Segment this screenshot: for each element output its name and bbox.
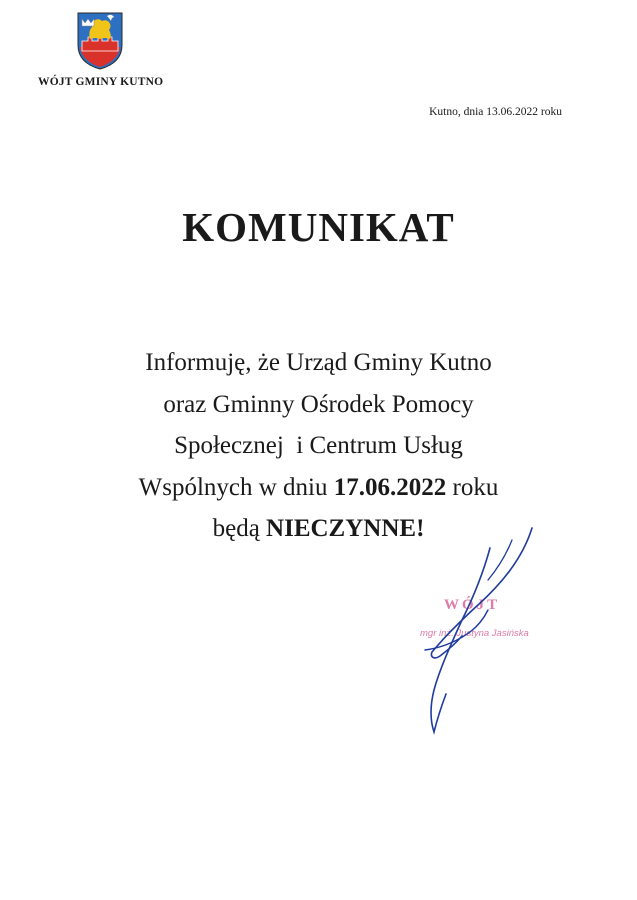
- stamp-name: mgr inż. Justyna Jasińska: [420, 628, 529, 639]
- office-header: WÓJT GMINY KUTNO: [38, 76, 164, 88]
- body-line-4: [60, 467, 577, 509]
- stamp-title: WÓJT: [444, 597, 501, 613]
- body-line-5: [60, 508, 577, 550]
- body-line-4-pre: Wspólnych w dniu: [138, 473, 334, 501]
- body-line-1: Informuję, że Urząd Gminy Kutno: [145, 349, 492, 376]
- document-title: KOMUNIKAT: [182, 204, 455, 250]
- coat-of-arms-icon: [76, 11, 124, 71]
- body-line-3: Społecznej i Centrum Usług: [174, 432, 463, 459]
- body-line-5-pre: będą: [212, 515, 267, 542]
- announcement-body: [60, 342, 577, 550]
- body-line-4-post: roku: [446, 473, 499, 501]
- place-date: Kutno, dnia 13.06.2022 roku: [429, 106, 562, 118]
- closure-date: 17.06.2022: [333, 473, 447, 501]
- closed-notice: NIECZYNNE!: [266, 515, 425, 542]
- body-line-2: oraz Gminny Ośrodek Pomocy: [163, 390, 474, 418]
